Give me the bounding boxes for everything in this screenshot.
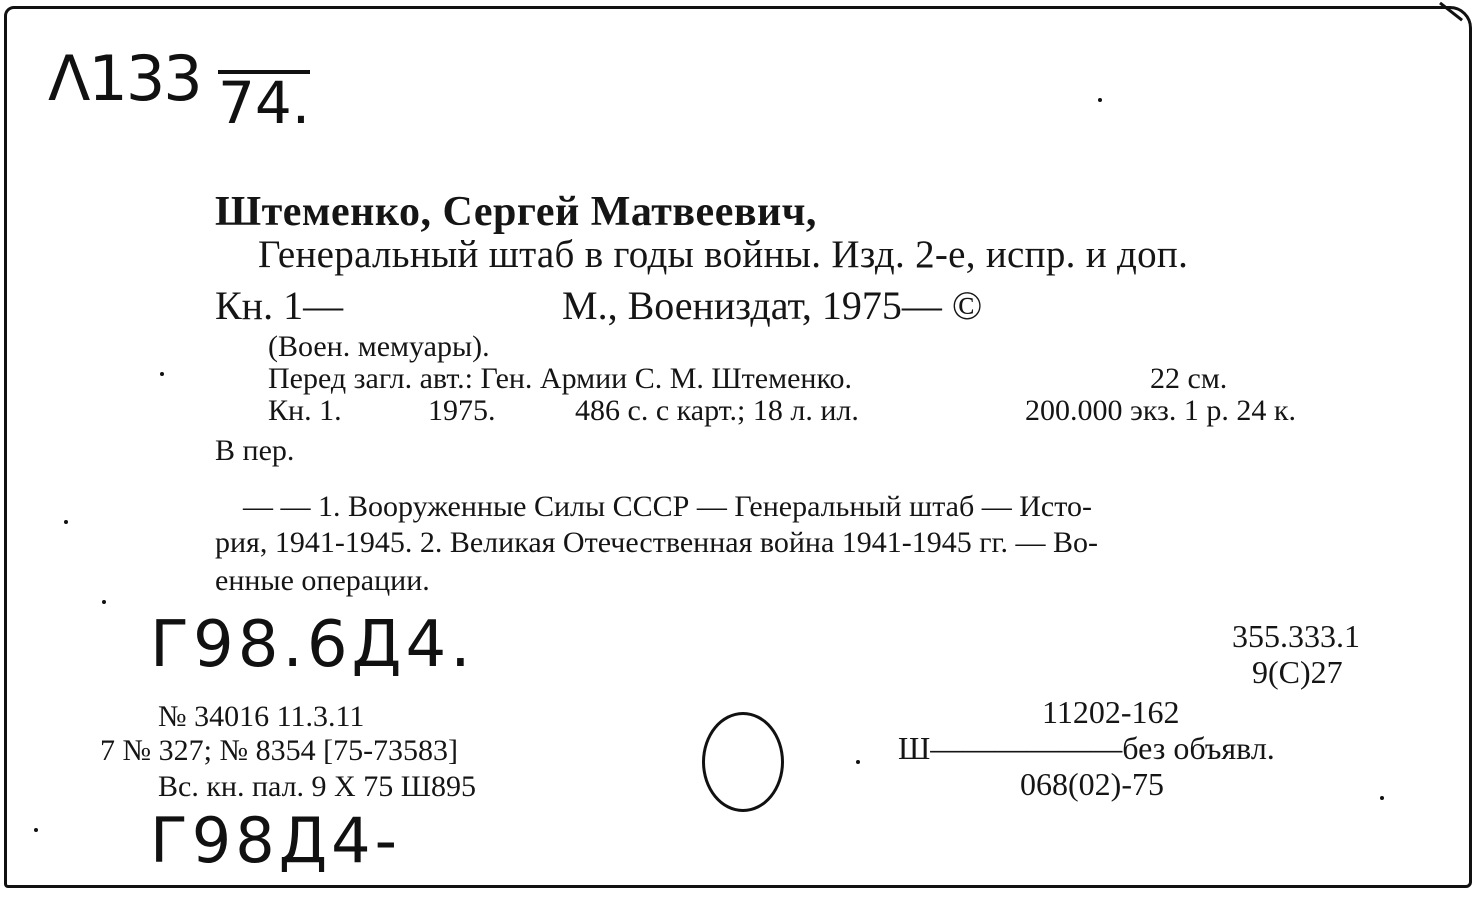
speck — [34, 828, 38, 832]
imprint: М., Воениздат, 1975— © — [562, 283, 983, 328]
card-corner-fold — [1422, 2, 1463, 44]
before-title-note: Перед загл. авт.: Ген. Армии С. М. Штеменко. — [268, 362, 853, 395]
size-note: 22 см. — [1150, 362, 1228, 395]
volume-label: Кн. 1. — [268, 394, 342, 427]
subject-line: рия, 1941-1945. 2. Великая Отечественная война 1941-1945 гг. — Во- — [215, 526, 1098, 559]
speck — [160, 372, 164, 376]
bbk-number: 9(С)27 — [1252, 654, 1343, 690]
speck — [1098, 98, 1102, 102]
speck — [1380, 796, 1384, 800]
volume-pages: 486 с. с карт.; 18 л. ил. — [575, 394, 859, 427]
register-number: № 34016 11.3.11 — [158, 700, 365, 733]
volume-year: 1975. — [428, 394, 496, 427]
handwritten-shelf-mark-fraction: 74. — [218, 69, 311, 137]
price-code-top: 11202-162 — [1042, 694, 1180, 730]
handwritten-bottom-mark: Г98Д4- — [150, 804, 401, 877]
speck — [64, 520, 68, 524]
series-note: (Воен. мемуары). — [268, 330, 490, 363]
handwritten-shelf-mark: Λ133 — [48, 42, 201, 115]
speck — [856, 760, 860, 764]
book-label: Кн. 1— — [215, 283, 344, 328]
price-code-bottom: 068(02)-75 — [1020, 766, 1164, 802]
stamp-circle — [702, 712, 784, 812]
register-order: 7 № 327; № 8354 [75-73583] — [100, 734, 459, 767]
register-chamber: Вс. кн. пал. 9 X 75 Ш895 — [158, 770, 476, 803]
author-heading: Штеменко, Сергей Матвеевич, — [215, 189, 817, 235]
subject-line: енные операции. — [215, 564, 430, 597]
subject-line: — — 1. Вооруженные Силы СССР — Генеральный штаб — Исто- — [243, 490, 1092, 523]
handwritten-call-number: Г98.6Д4. — [150, 608, 475, 682]
binding-note: В пер. — [215, 434, 295, 467]
speck — [102, 600, 106, 604]
price-code-middle: Ш——————без объявл. — [898, 730, 1275, 766]
udc-number: 355.333.1 — [1232, 618, 1360, 654]
volume-print-run: 200.000 экз. 1 р. 24 к. — [1025, 394, 1296, 427]
title-line: Генеральный штаб в годы войны. Изд. 2-е, испр. и доп. — [258, 233, 1189, 276]
